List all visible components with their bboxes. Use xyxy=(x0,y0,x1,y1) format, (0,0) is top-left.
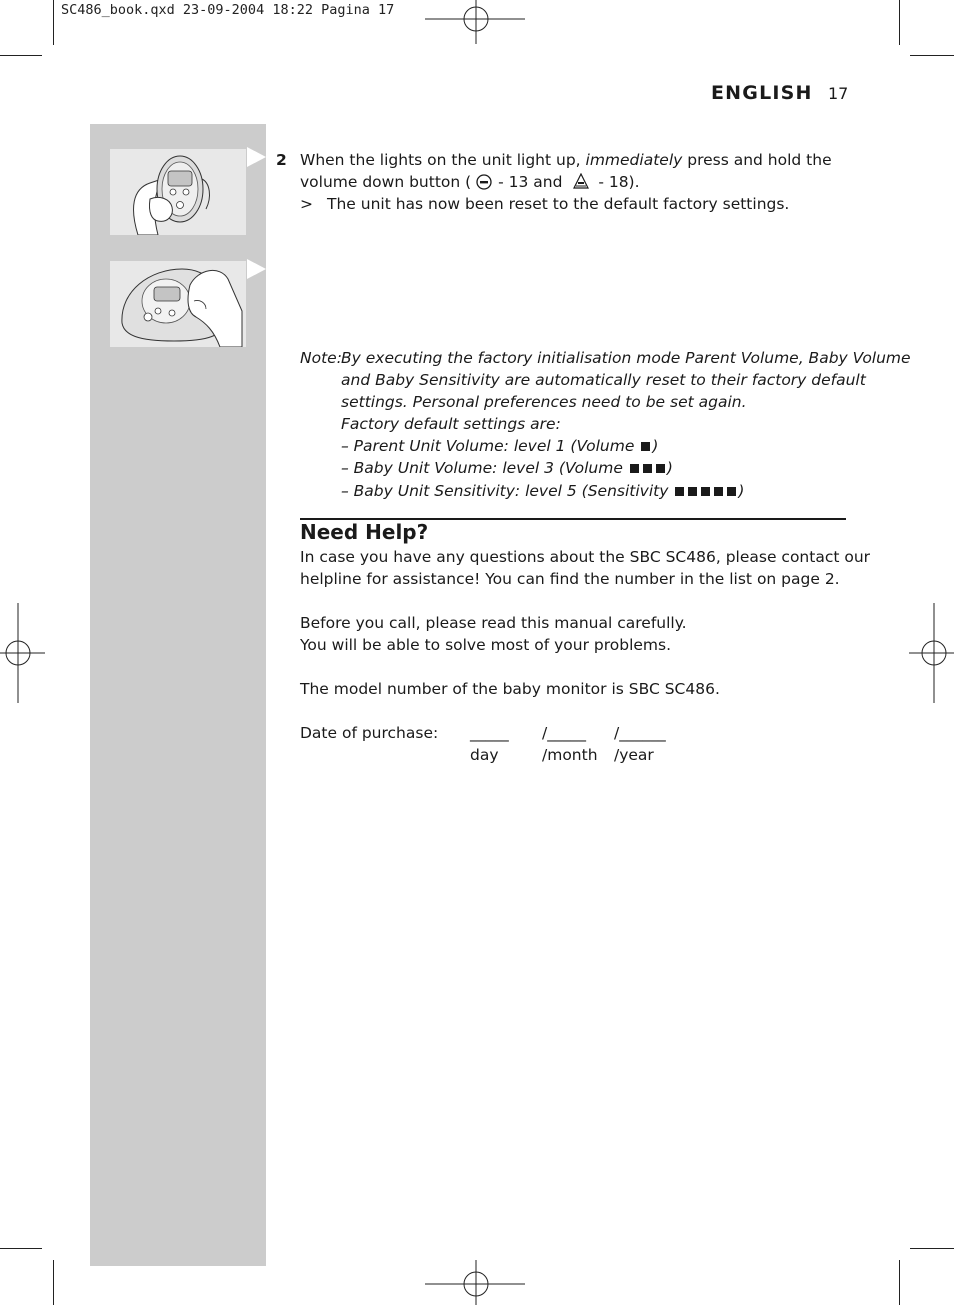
filled-square-icon xyxy=(701,487,710,496)
note-item-baby-volume xyxy=(341,457,673,479)
illustration-parent-unit-hand xyxy=(110,149,246,235)
filled-square-icon xyxy=(643,464,652,473)
note-item-text: – Parent Unit Volume: level 1 (Volume xyxy=(341,437,640,455)
callout-notch-1 xyxy=(247,147,266,167)
note-label: Note: xyxy=(300,349,342,367)
date-of-purchase-label: Date of purchase: xyxy=(300,724,439,742)
step2-line2-pre: volume down button ( xyxy=(300,173,472,191)
registration-mark-top xyxy=(425,0,525,45)
baby-unit-icon xyxy=(573,173,589,189)
note-item-text: – Baby Unit Sensitivity: level 5 (Sensitivity xyxy=(341,482,674,500)
date-unit-month: /month xyxy=(542,746,598,764)
filled-square-icon xyxy=(630,464,639,473)
callout-notch-2 xyxy=(247,259,266,279)
note-item-baby-sensitivity xyxy=(341,480,744,502)
level-squares xyxy=(628,459,667,477)
illustration-baby-unit-hand xyxy=(110,261,246,347)
section-title-need-help: Need Help? xyxy=(300,520,429,544)
note-line1: By executing the factory initialisation mode Parent Volume, Baby Volume xyxy=(341,349,911,367)
help-para1-line1: In case you have any questions about the SBC SC486, please contact our xyxy=(300,548,871,566)
step2-line1-pre: When the lights on the unit light up, xyxy=(300,151,586,169)
filled-square-icon xyxy=(727,487,736,496)
filled-square-icon xyxy=(688,487,697,496)
filled-square-icon xyxy=(714,487,723,496)
date-blank-day: _____ xyxy=(470,724,509,742)
print-header: SC486_book.qxd 23-09-2004 18:22 Pagina 17 xyxy=(61,2,395,18)
step-number: 2 xyxy=(276,151,287,169)
step2-line1 xyxy=(300,149,832,171)
registration-mark-right xyxy=(909,603,954,703)
date-unit-year: /year xyxy=(614,746,654,764)
step2-line2 xyxy=(300,171,640,193)
step2-result-text: The unit has now been reset to the default factory settings. xyxy=(327,195,790,213)
note-item-parent-volume xyxy=(341,435,658,457)
note-item-close: ) xyxy=(652,437,659,455)
note-item-close: ) xyxy=(738,482,745,500)
page-number: 17 xyxy=(828,84,849,103)
filled-square-icon xyxy=(656,464,665,473)
step2-result-marker: > xyxy=(300,195,313,213)
note-item-close: ) xyxy=(666,459,673,477)
help-para1-line2: helpline for assistance! You can find the number in the list on page 2. xyxy=(300,570,840,588)
volume-down-circle-icon xyxy=(476,174,492,190)
level-squares xyxy=(673,482,738,500)
step2-line2-mid: - 13 and xyxy=(493,173,568,191)
help-para3: The model number of the baby monitor is SBC SC486. xyxy=(300,680,720,698)
step2-emphasis: immediately xyxy=(585,151,683,169)
filled-square-icon xyxy=(641,442,650,451)
note-item-text: – Baby Unit Volume: level 3 (Volume xyxy=(341,459,628,477)
help-para2-line2: You will be able to solve most of your problems. xyxy=(300,636,672,654)
step2-line1-post: press and hold the xyxy=(682,151,832,169)
level-squares xyxy=(639,437,652,455)
language-label: ENGLISH xyxy=(711,82,813,104)
note-line3: settings. Personal preferences need to be set again. xyxy=(341,393,747,411)
step2-line2-post: - 18). xyxy=(593,173,640,191)
registration-mark-left xyxy=(0,603,45,703)
date-blank-month: /_____ xyxy=(542,724,586,742)
note-line2: and Baby Sensitivity are automatically reset to their factory default xyxy=(341,371,866,389)
help-para2-line1: Before you call, please read this manual carefully. xyxy=(300,614,687,632)
date-blank-year: /______ xyxy=(614,724,666,742)
note-line4: Factory default settings are: xyxy=(341,415,561,433)
registration-mark-bottom xyxy=(425,1260,525,1305)
filled-square-icon xyxy=(675,487,684,496)
date-unit-day: day xyxy=(470,746,499,764)
